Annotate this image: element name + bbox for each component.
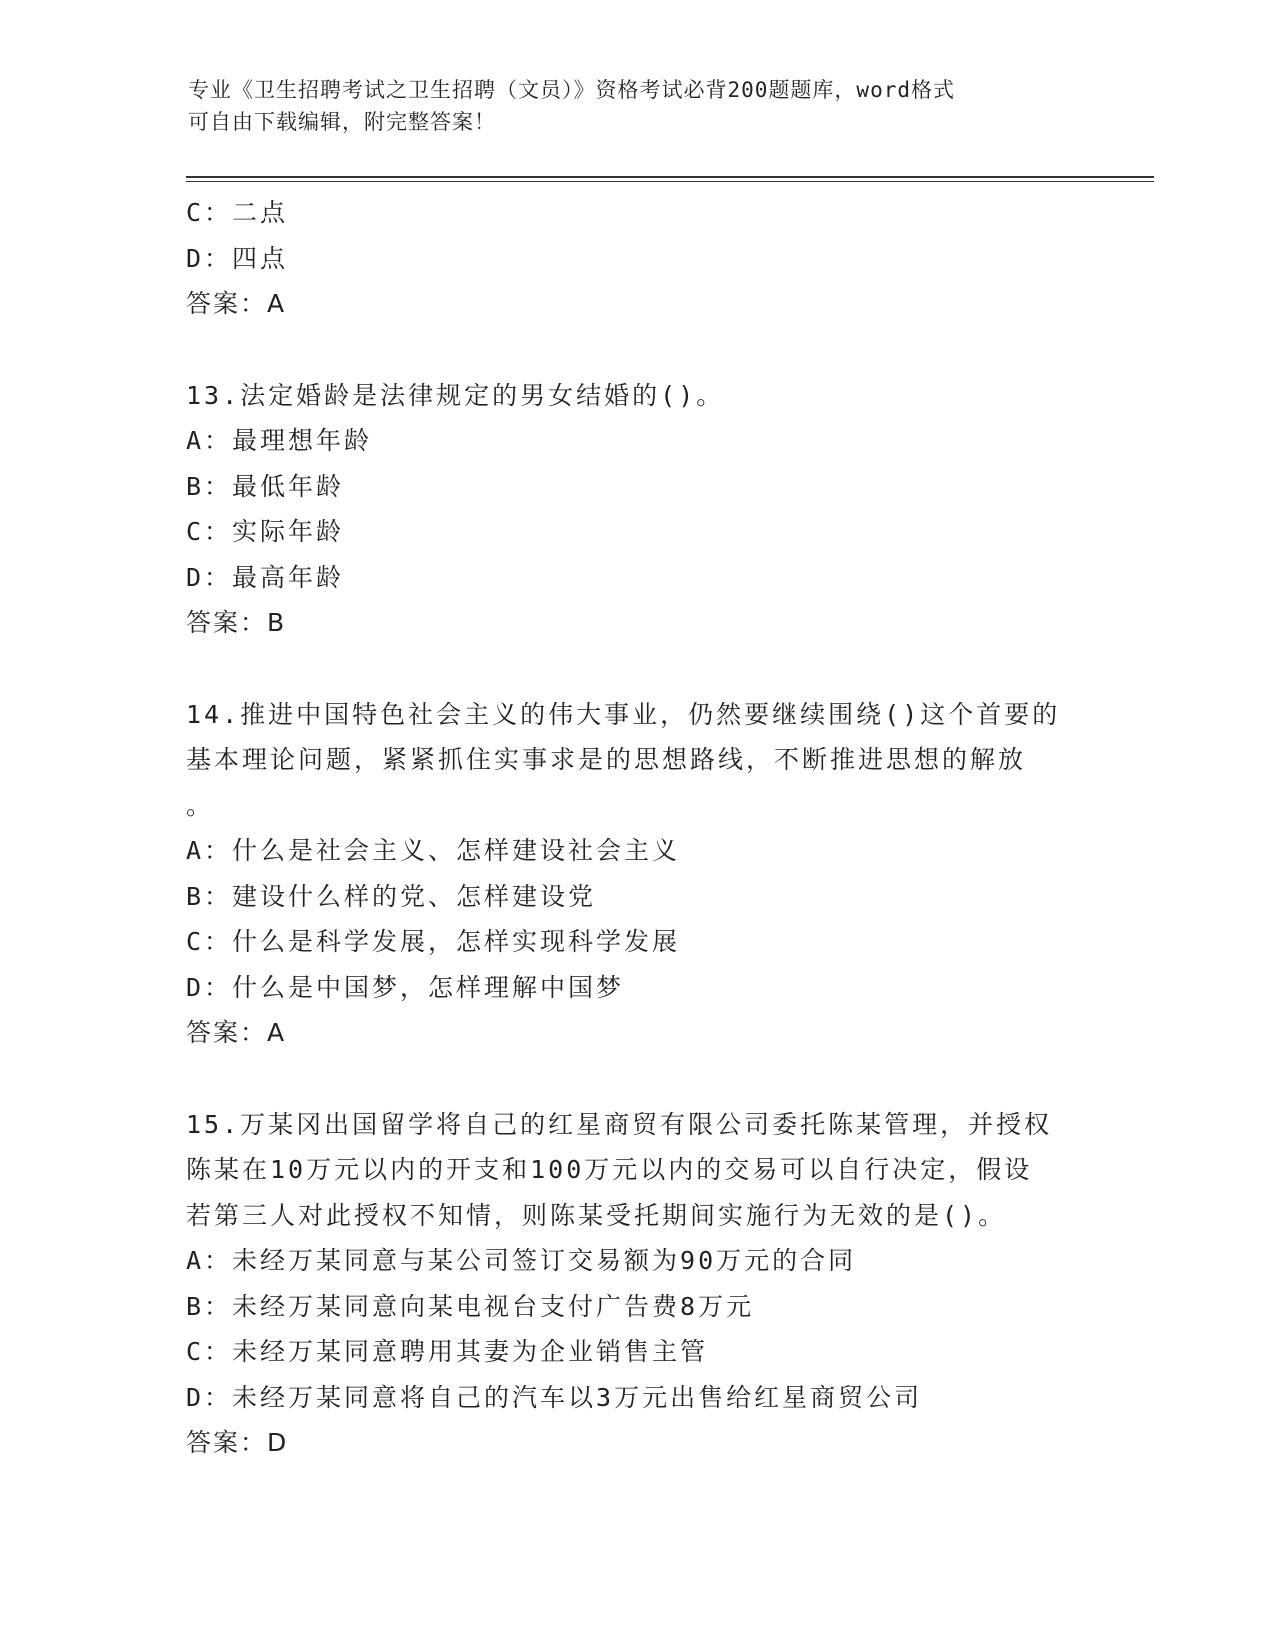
page-header [188,74,1068,138]
partial-question [186,190,1086,327]
question-text: 若第三人对此授权不知情，则陈某受托期间实施行为无效的是()。 [186,1200,1007,1230]
question-text: 基本理论问题，紧紧抓住实事求是的思想路线，不断推进思想的解放 [186,745,1027,774]
header-line-1: 专业《卫生招聘考试之卫生招聘（文员）》资格考试必背200题题库，word格式 [188,78,955,102]
question-13 [186,373,1086,646]
question-text: 。 [186,790,215,820]
option-d: D：最高年龄 [186,562,345,592]
option-b: B：建设什么样的党、怎样建设党 [186,881,597,911]
option-c: C：未经万某同意聘用其妻为企业销售主管 [186,1337,709,1366]
question-15 [186,1102,1086,1466]
option-c: C：二点 [186,198,289,227]
option-a: A：最理想年龄 [186,426,373,455]
option-a: A：什么是社会主义、怎样建设社会主义 [186,836,681,865]
header-line-2: 可自由下载编辑，附完整答案！ [188,110,496,134]
option-d: D：未经万某同意将自己的汽车以3万元出售给红星商贸公司 [186,1382,923,1412]
question-list [186,190,1086,1466]
question-text: 13.法定婚龄是法律规定的男女结婚的()。 [186,380,725,410]
question-text: 陈某在10万元以内的开支和100万元以内的交易可以自行决定，假设 [186,1155,1033,1184]
question-text: 14.推进中国特色社会主义的伟大事业，仍然要继续围绕()这个首要的 [186,699,1061,729]
option-d: D：四点 [186,243,289,273]
answer: 答案：D [186,1428,289,1457]
option-b: B：未经万某同意向某电视台支付广告费8万元 [186,1291,755,1321]
answer: 答案：B [186,608,287,637]
answer: 答案：A [186,1018,287,1047]
header-divider-thin [186,181,1154,182]
header-divider-thick [186,176,1154,178]
question-text: 15.万某冈出国留学将自己的红星商贸有限公司委托陈某管理，并授权 [186,1109,1053,1139]
answer: 答案：A [186,289,287,318]
option-a: A：未经万某同意与某公司签订交易额为90万元的合同 [186,1246,857,1275]
option-c: C：什么是科学发展，怎样实现科学发展 [186,927,681,956]
option-d: D：什么是中国梦，怎样理解中国梦 [186,972,625,1002]
option-c: C：实际年龄 [186,517,345,546]
option-b: B：最低年龄 [186,471,345,501]
question-14 [186,692,1086,1056]
